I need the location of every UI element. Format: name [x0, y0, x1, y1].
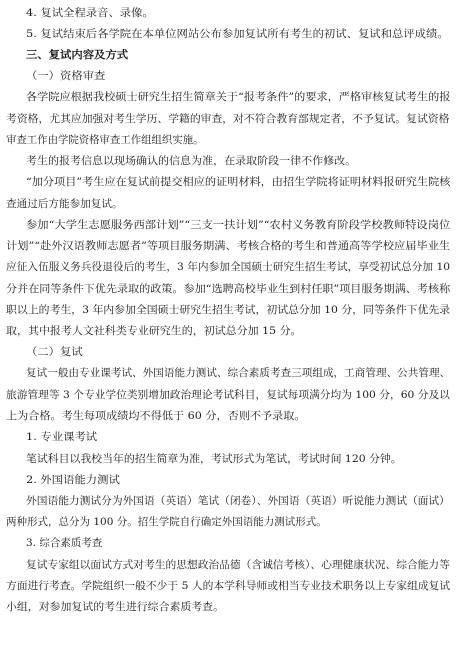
text-line: 小组，对参加复试的考生进行综合素质考查。 — [6, 601, 224, 613]
subsection-heading: （二）复试 — [26, 346, 83, 358]
subsection-heading: （一）资格审查 — [26, 70, 106, 82]
text-line: 应征入伍服义务兵役退役后的考生，3 年内参加全国硕士研究生招生考试，享受初试总分加 10 — [6, 261, 451, 273]
text-line: 旅游管理等 3 个专业学位类别增加政治理论考试科目，复试每项满分均为 100 分，60 分及以 — [6, 389, 450, 401]
text-line: 复试专家组以面试方式对考生的思想政治品德（含诚信考核）、心理健康状况、综合能力等 — [26, 559, 450, 571]
text-line: 4. 复试全程录音、录像。 — [26, 7, 154, 19]
text-line: 两种形式，总分为 100 分。招生学院自行确定外国语能力测试形式。 — [6, 516, 327, 528]
text-line: 方面进行考查。学院组织一般不少于 5 人的本学科导师或相当专业技术职务以上专家组成复试 — [6, 580, 451, 592]
text-line: 考生的报考信息以现场确认的信息为准，在录取阶段一律不作修改。 — [26, 155, 357, 167]
text-line: 笔试科目以我校当年的招生简章为准，考试形式为笔试，考试时间 120 分钟。 — [26, 453, 402, 465]
text-line: 取，其中报考人文社科类专业研究生的，初试总分加 15 分。 — [6, 325, 302, 337]
text-line: 计划”“赴外汉语教师志愿者”等项目服务期满、考核合格的考生和普通高等学校应届毕业生 — [6, 240, 451, 252]
text-line: 审查工作由学院资格审查工作组组织实施。 — [6, 134, 204, 146]
item-heading: 3. 综合素质考查 — [26, 537, 103, 549]
item-heading: 1. 专业课考试 — [26, 431, 98, 443]
item-heading: 2. 外国语能力测试 — [26, 474, 120, 486]
text-line: “加分项目”考生应在复试前提交相应的证明材料，由招生学院将证明材料报研究生院核 — [26, 176, 451, 188]
text-line: 上为合格。考生每项成绩均不得低于 60 分，否则不予录取。 — [6, 410, 306, 422]
text-line: 5. 复试结束后各学院在本单位网站公布参加复试所有考生的初试、复试和总评成绩。 — [26, 28, 449, 40]
section-heading: 三、复试内容及方式 — [26, 49, 129, 61]
text-line: 复试一般由专业课考试、外国语能力测试、综合素质考查三项组成，工商管理、公共管理、 — [26, 367, 451, 379]
text-line: 考资格，尤其应加强对考生学历、学籍的审查，对不符合教育部规定者，不予复试。复试资格 — [6, 113, 450, 125]
text-line: 分并在同等条件下优先录取的政策。参加“选聘高校毕业生到村任职”项目服务期满、考核称 — [6, 283, 451, 295]
text-line: 查通过后方能参加复试。 — [6, 198, 123, 210]
text-line: 外国语能力测试分为外国语（英语）笔试（闭卷）、外国语（英语）听说能力测试（面试） — [26, 495, 450, 507]
text-line: 参加“大学生志愿服务西部计划”“三支一扶计划”“农村义务教育阶段学校教师特设岗位 — [26, 219, 451, 231]
text-line: 职以上的考生，3 年内参加全国硕士研究生招生考试，初试总分加 10 分，同等条件下优先录 — [6, 304, 451, 316]
text-line: 各学院应根据我校硕士研究生招生简章关于“报考条件”的要求，严格审核复试考生的报 — [26, 91, 451, 103]
